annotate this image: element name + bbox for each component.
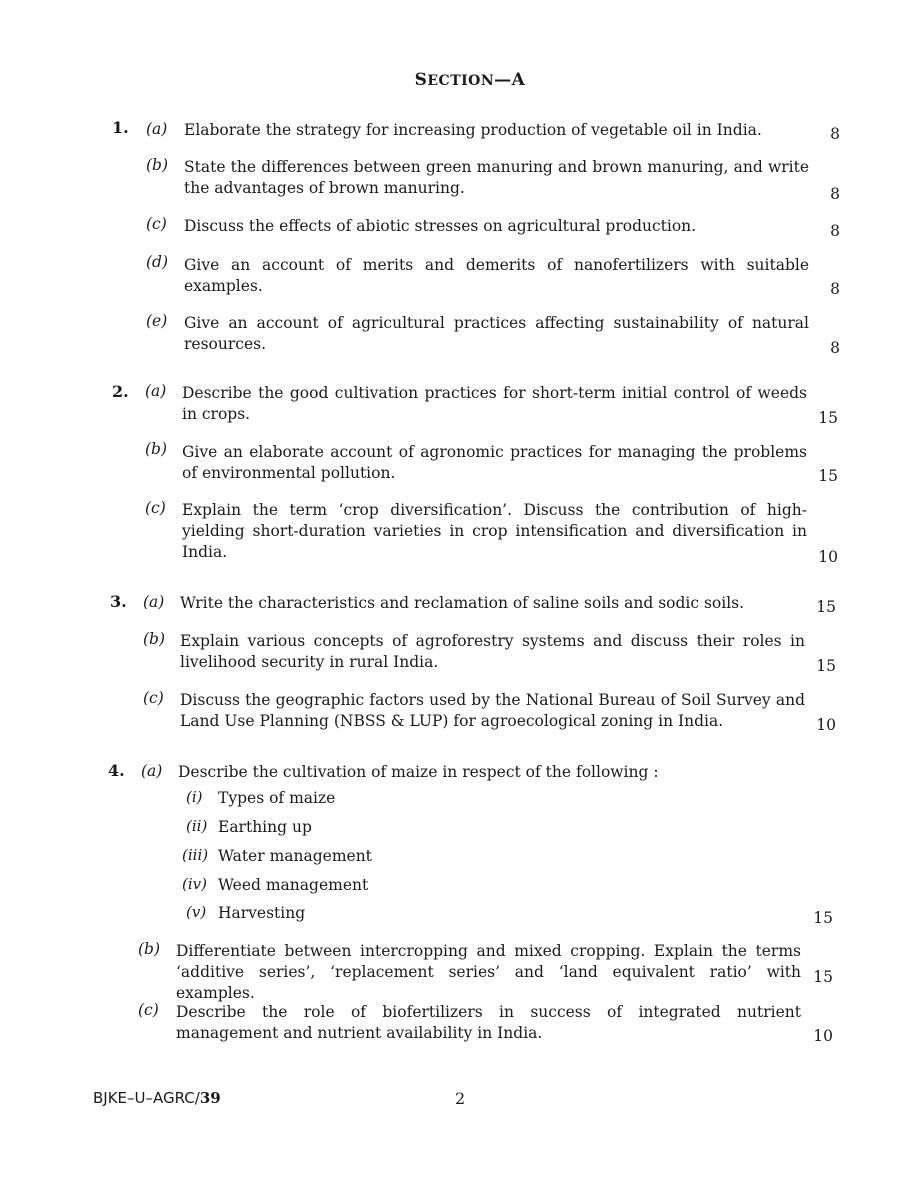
part-label: (b) [143, 630, 166, 648]
question-text: Discuss the effects of abiotic stresses on agricultural production. [184, 217, 697, 235]
marks: 8 [830, 125, 840, 143]
marks: 15 [818, 409, 838, 427]
question-text: Explain the term ‘crop diversification’. Discuss the contribution of high-yielding short-duration varieties in crop intensification and diversification in India. [182, 501, 807, 561]
subitem-label: (iv) [182, 875, 207, 893]
question-number: 4. [108, 761, 125, 780]
subitem-text: Water management [218, 847, 372, 865]
question-text: Give an account of merits and demerits of nanofertilizers with suitable examples. [184, 256, 809, 295]
question-text: Describe the good cultivation practices for short-term initial control of weeds in crops. [182, 384, 807, 423]
section-heading: SECTION—A [414, 70, 526, 90]
part-label: (a) [145, 382, 167, 400]
page-number: 2 [455, 1089, 466, 1108]
question-text: Differentiate between intercropping and mixed cropping. Explain the terms ‘additive series’, ‘replacement series’ and ‘land equivalent ratio’ with examples. [176, 942, 801, 1002]
question-text: Describe the role of biofertilizers in success of integrated nutrient management and nutrient availability in India. [176, 1003, 801, 1042]
question-text: Discuss the geographic factors used by the National Bureau of Soil Survey and Land Use Planning (NBSS & LUP) for agroecological zoning in India. [180, 691, 805, 730]
part-label: (d) [146, 253, 169, 271]
marks: 8 [830, 222, 840, 240]
subitem-text: Weed management [218, 876, 369, 894]
part-label: (c) [146, 215, 167, 233]
marks: 15 [816, 598, 836, 616]
marks: 15 [813, 909, 833, 927]
part-label: (b) [145, 440, 168, 458]
part-label: (b) [138, 940, 161, 958]
marks: 10 [816, 716, 836, 734]
paper-code: BJKE–U–AGRC/39 [93, 1089, 221, 1107]
marks: 8 [830, 339, 840, 357]
marks: 15 [818, 467, 838, 485]
subitem-label: (v) [186, 903, 207, 921]
question-text: State the differences between green manuring and brown manuring, and write the advantages of brown manuring. [184, 158, 809, 197]
part-label: (a) [143, 593, 165, 611]
marks: 15 [813, 968, 833, 986]
question-text: Describe the cultivation of maize in respect of the following : [178, 763, 659, 781]
subitem-text: Harvesting [218, 904, 306, 922]
question-number: 2. [112, 382, 129, 401]
part-label: (c) [138, 1001, 159, 1019]
subitem-text: Earthing up [218, 818, 312, 836]
marks: 15 [816, 657, 836, 675]
question-number: 1. [112, 118, 129, 137]
marks: 10 [813, 1027, 833, 1045]
question-text: Write the characteristics and reclamation of saline soils and sodic soils. [180, 594, 745, 612]
question-text: Explain various concepts of agroforestry systems and discuss their roles in livelihood security in rural India. [180, 632, 805, 671]
question-text: Give an elaborate account of agronomic practices for managing the problems of environmental pollution. [182, 443, 807, 482]
marks: 8 [830, 280, 840, 298]
part-label: (e) [146, 312, 168, 330]
part-label: (b) [146, 156, 169, 174]
question-number: 3. [110, 592, 127, 611]
subitem-label: (ii) [186, 817, 208, 835]
marks: 10 [818, 548, 838, 566]
subitem-label: (i) [186, 788, 203, 806]
subitem-label: (iii) [182, 846, 209, 864]
part-label: (c) [145, 499, 166, 517]
marks: 8 [830, 185, 840, 203]
part-label: (a) [146, 120, 168, 138]
question-text: Elaborate the strategy for increasing production of vegetable oil in India. [184, 121, 762, 139]
part-label: (a) [141, 762, 163, 780]
part-label: (c) [143, 689, 164, 707]
subitem-text: Types of maize [218, 789, 336, 807]
question-text: Give an account of agricultural practices affecting sustainability of natural resources. [184, 314, 809, 353]
